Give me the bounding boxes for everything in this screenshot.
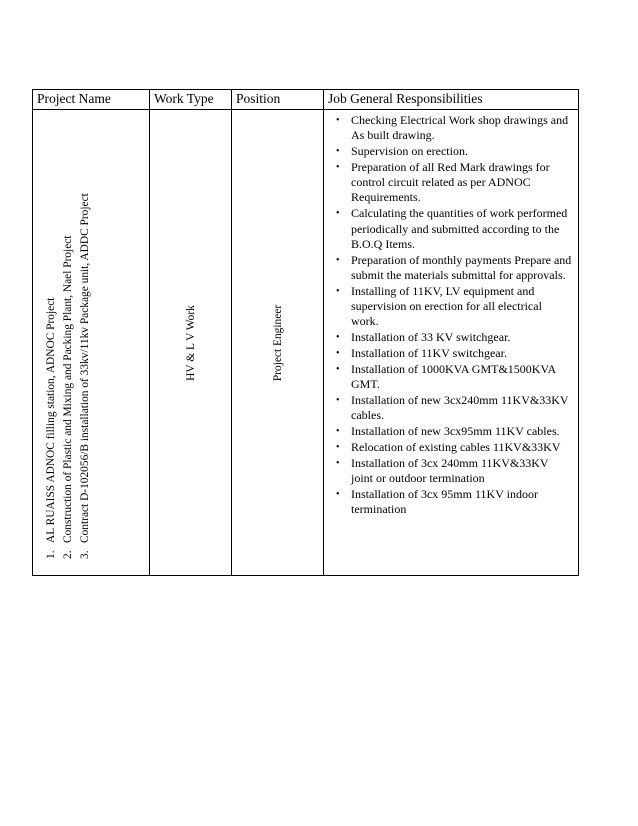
responsibility-item <box>336 362 572 393</box>
bullet-icon: • <box>336 285 340 297</box>
responsibility-item <box>336 346 572 361</box>
bullet-icon: • <box>336 115 340 126</box>
project-item <box>60 139 77 559</box>
bullet-icon: • <box>336 441 340 453</box>
work-type-text: HV & L V Work <box>184 304 197 381</box>
project-number: 3. <box>79 550 91 559</box>
responsibility-text: Preparation of all Red Mark drawings for control circuit related as per ADNOC Requirements. <box>351 159 550 205</box>
table-row <box>33 110 579 576</box>
project-list <box>43 139 94 559</box>
header-work-type: Work Type <box>150 90 232 110</box>
bullet-icon: • <box>336 347 340 359</box>
responsibility-text: Calculating the quantities of work performed periodically and submitted according to the B.O.Q Items. <box>351 206 568 251</box>
responsibilities-cell <box>324 110 579 576</box>
table-header-row <box>33 90 579 110</box>
responsibility-item <box>336 113 572 144</box>
bullet-icon: • <box>336 457 340 469</box>
responsibility-text: Installation of new 3cx240mm 11KV&33KV cables. <box>351 392 569 423</box>
bullet-icon: • <box>336 161 340 173</box>
responsibility-item <box>336 206 572 252</box>
responsibility-text: Installation of new 3cx95mm 11KV cables. <box>351 423 560 438</box>
responsibility-item <box>336 144 572 159</box>
responsibility-text: Preparation of monthly payments Prepare and submit the materials submittal for approvals. <box>351 252 572 282</box>
header-job-responsibilities: Job General Responsibilities <box>324 90 579 110</box>
responsibility-text: Relocation of existing cables 11KV&33KV <box>351 439 561 454</box>
header-position: Position <box>232 90 324 110</box>
responsibility-item <box>336 487 572 518</box>
responsibility-item <box>336 284 572 330</box>
project-name-cell <box>33 110 150 576</box>
work-type-cell <box>150 110 232 576</box>
bullet-icon: • <box>336 363 340 375</box>
responsibility-text: Checking Electrical Work shop drawings and As built drawing. <box>351 113 569 143</box>
project-number: 2. <box>62 550 74 559</box>
project-item <box>43 139 60 559</box>
bullet-icon: • <box>336 208 340 220</box>
responsibility-text: Installation of 3cx 240mm 11KV&33KV joint or outdoor termination <box>351 455 549 485</box>
bullet-icon: • <box>336 254 340 266</box>
bullet-icon: • <box>336 146 340 158</box>
responsibility-item <box>336 456 572 487</box>
responsibility-text: Installation of 3cx 95mm 11KV indoor termination <box>351 486 538 516</box>
header-project-name: Project Name <box>33 90 150 110</box>
responsibility-text: Installation of 11KV switchgear. <box>351 345 507 360</box>
responsibility-item <box>336 393 572 424</box>
responsibility-item <box>336 330 572 345</box>
position-text: Project Engineer <box>271 304 284 381</box>
project-item <box>77 139 94 559</box>
project-number: 1. <box>45 550 57 559</box>
bullet-icon: • <box>336 425 340 437</box>
responsibilities-table <box>32 89 579 576</box>
position-cell <box>232 110 324 576</box>
project-text: AL RUAISS ADNOC filling station, ADNOC Project <box>45 297 57 543</box>
responsibility-text: Supervision on erection. <box>351 144 468 159</box>
project-text: Contract D-102056/B installation of 33kv/11kv Package unit, ADDC Project <box>79 193 91 543</box>
responsibilities-list <box>324 110 578 517</box>
responsibility-text: Installation of 33 KV switchgear. <box>351 330 511 345</box>
responsibility-text: Installing of 11KV, LV equipment and supervision on erection for all electrical work. <box>351 283 542 329</box>
responsibility-text: Installation of 1000KVA GMT&1500KVA GMT. <box>351 361 556 392</box>
project-text: Construction of Plastic and Mixing and Packing Plant, Nael Project <box>62 235 74 543</box>
bullet-icon: • <box>336 488 340 500</box>
bullet-icon: • <box>336 332 340 344</box>
responsibility-item <box>336 424 572 439</box>
bullet-icon: • <box>336 394 340 406</box>
responsibility-item <box>336 160 572 206</box>
responsibility-item <box>336 253 572 284</box>
responsibility-item <box>336 440 572 455</box>
